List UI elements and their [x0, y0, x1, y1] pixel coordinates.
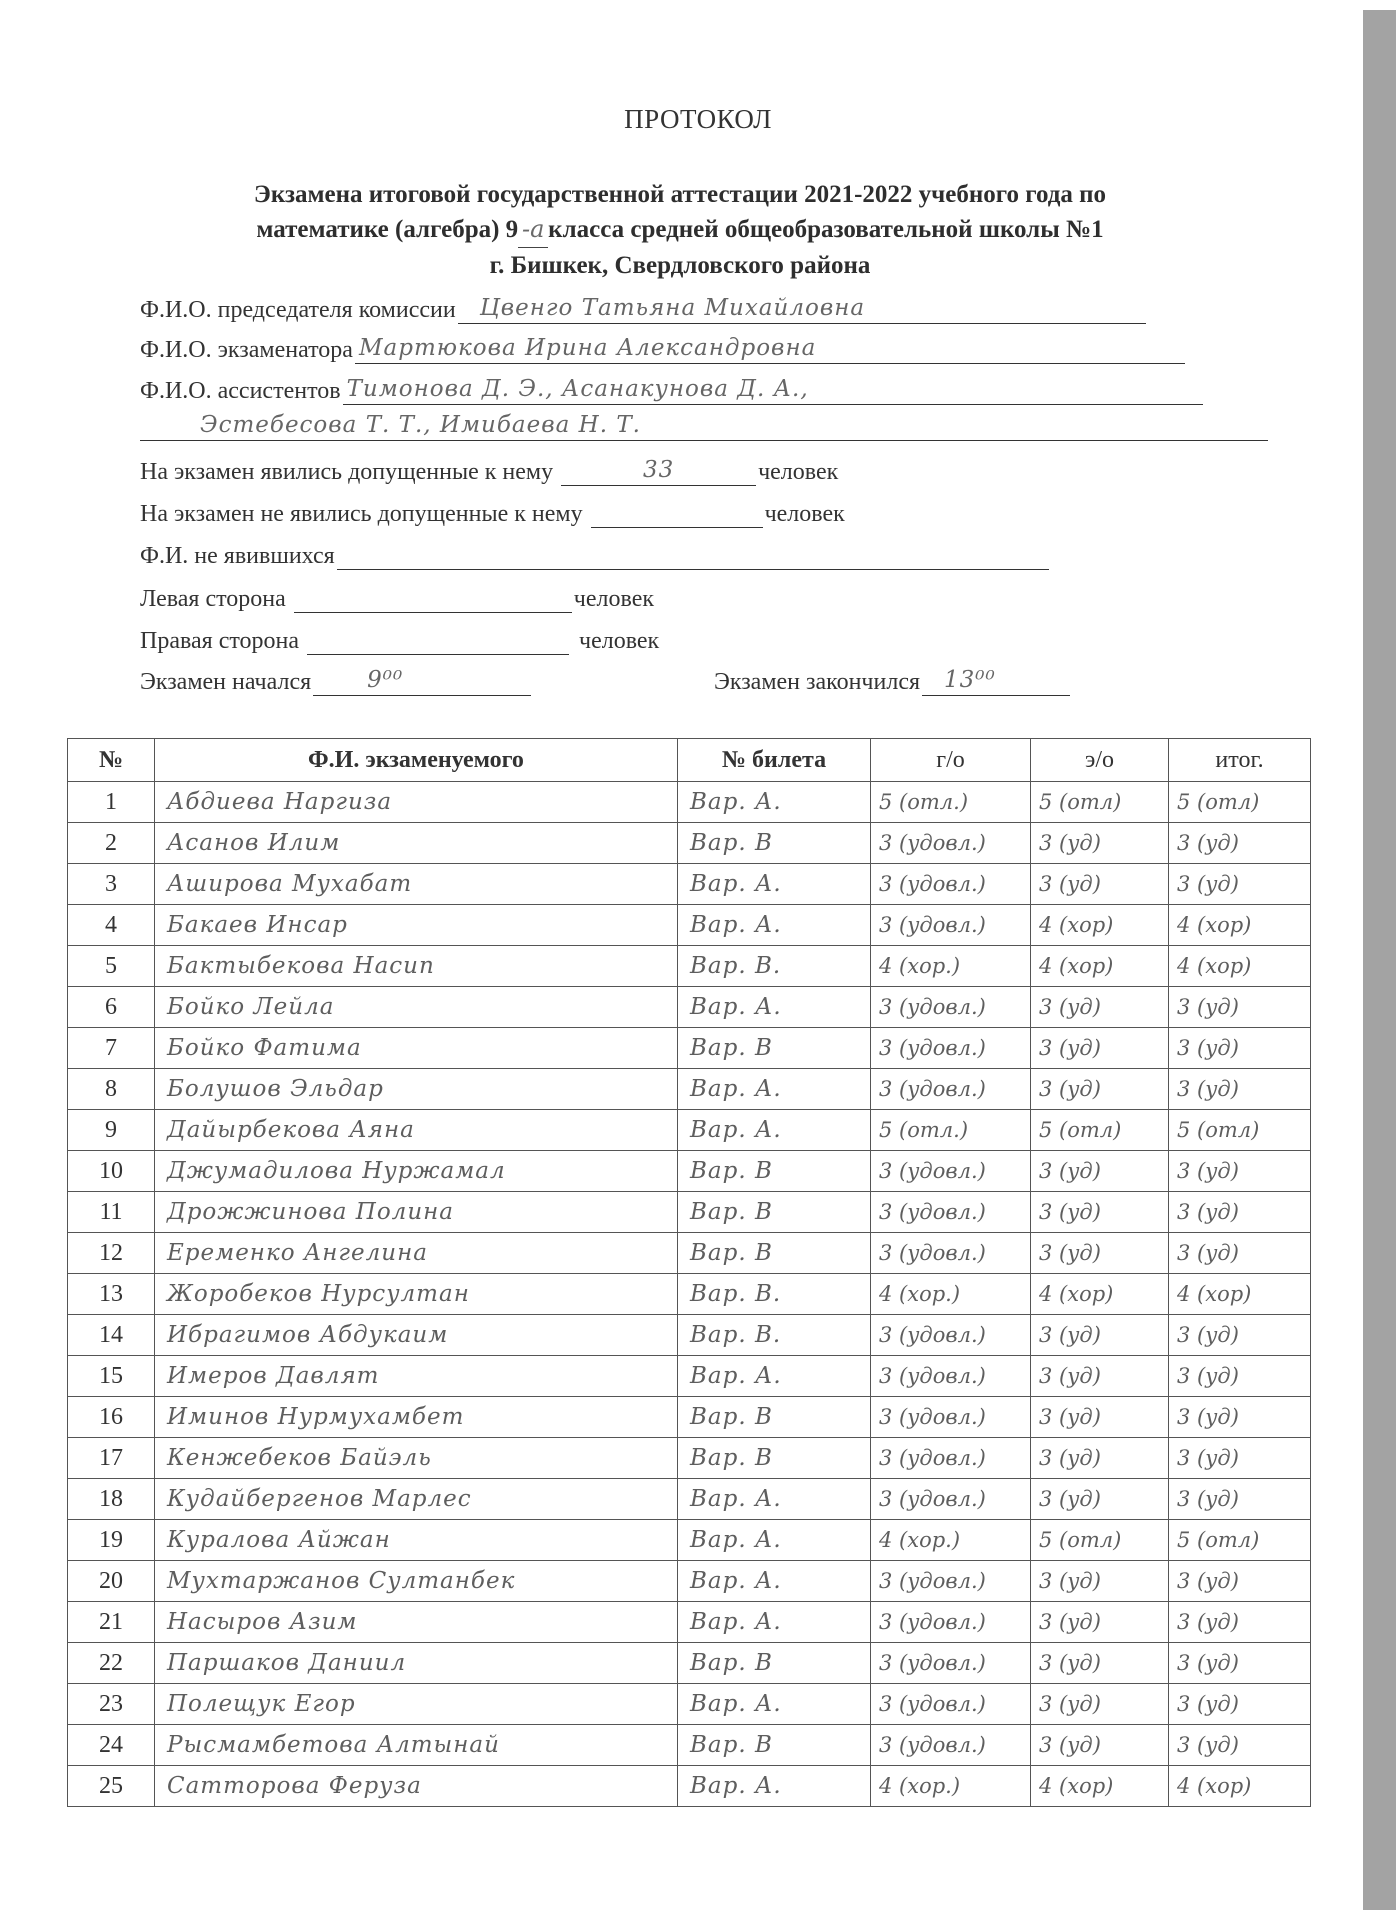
- row-number: 3: [68, 864, 155, 905]
- examiner-value: Мартюкова Ирина Александровна: [358, 335, 817, 361]
- row-number: 23: [68, 1684, 155, 1725]
- grades-table: [67, 738, 1311, 1807]
- start-time-label: Экзамен начался: [140, 669, 312, 695]
- assistants-value-line-1: Тимонова Д. Э., Асанакунова Д. А.,: [346, 376, 809, 402]
- left-side-unit: человек: [573, 586, 654, 612]
- grade-eo: 5 (отл): [1031, 1110, 1169, 1151]
- left-side-blank: [294, 582, 572, 613]
- grade-go: 3 (удовл.): [871, 1315, 1031, 1356]
- student-name: Бойко Лейла: [155, 987, 678, 1028]
- row-number: 10: [68, 1151, 155, 1192]
- grade-go: 3 (удовл.): [871, 1725, 1031, 1766]
- row-number: 24: [68, 1725, 155, 1766]
- header-go: г/о: [871, 739, 1031, 782]
- grade-final: 3 (уд): [1169, 1684, 1311, 1725]
- grade-go: 3 (удовл.): [871, 987, 1031, 1028]
- grade-go: 3 (удовл.): [871, 1643, 1031, 1684]
- ticket-variant: Вар. А.: [678, 864, 871, 905]
- chair-field: [140, 293, 1148, 324]
- right-side-blank: [307, 624, 569, 655]
- ticket-variant: Вар. А.: [678, 1110, 871, 1151]
- row-number: 11: [68, 1192, 155, 1233]
- grade-eo: 3 (уд): [1031, 1151, 1169, 1192]
- subtitle-line-1: Экзамена итоговой государственной аттестации 2021-2022 учебного года по: [253, 181, 1107, 208]
- student-name: Джумадилова Нуржамал: [155, 1151, 678, 1192]
- start-time-field: [140, 665, 533, 696]
- ticket-variant: Вар. В: [678, 823, 871, 864]
- left-side-label: Левая сторона: [140, 586, 286, 612]
- table-row: [68, 1356, 1311, 1397]
- scan-edge-strip: [1363, 10, 1396, 1910]
- subtitle-line-2: [120, 212, 1240, 248]
- ticket-variant: Вар. А.: [678, 987, 871, 1028]
- grade-eo: 3 (уд): [1031, 1233, 1169, 1274]
- ticket-variant: Вар. А.: [678, 1766, 871, 1807]
- row-number: 1: [68, 782, 155, 823]
- grade-final: 3 (уд): [1169, 1233, 1311, 1274]
- grade-go: 3 (удовл.): [871, 1192, 1031, 1233]
- grade-final: 3 (уд): [1169, 1151, 1311, 1192]
- table-header-row: [68, 739, 1311, 782]
- student-name: Насыров Азим: [155, 1602, 678, 1643]
- table-row: [68, 1725, 1311, 1766]
- grade-eo: 3 (уд): [1031, 1438, 1169, 1479]
- document-subtitle: [120, 177, 1240, 283]
- right-side-field: [140, 624, 659, 655]
- assistants-value-line-2: Эстебесова Т. Т., Имибаева Н. Т.: [200, 412, 641, 438]
- student-name: Имеров Давлят: [155, 1356, 678, 1397]
- grade-eo: 3 (уд): [1031, 1561, 1169, 1602]
- grade-go: 3 (удовл.): [871, 823, 1031, 864]
- absent-names-field: [140, 539, 1051, 570]
- student-name: Кудайбергенов Марлес: [155, 1479, 678, 1520]
- grade-go: 4 (хор.): [871, 946, 1031, 987]
- right-side-label: Правая сторона: [140, 628, 300, 654]
- table-row: [68, 782, 1311, 823]
- grade-eo: 4 (хор): [1031, 1766, 1169, 1807]
- row-number: 22: [68, 1643, 155, 1684]
- grade-go: 4 (хор.): [871, 1766, 1031, 1807]
- grade-final: 5 (отл): [1169, 782, 1311, 823]
- grade-go: 3 (удовл.): [871, 1602, 1031, 1643]
- table-row: [68, 1766, 1311, 1807]
- grade-final: 3 (уд): [1169, 1643, 1311, 1684]
- grade-eo: 3 (уд): [1031, 1479, 1169, 1520]
- row-number: 4: [68, 905, 155, 946]
- row-number: 12: [68, 1233, 155, 1274]
- student-name: Сатторова Феруза: [155, 1766, 678, 1807]
- grades-table-body: [68, 782, 1311, 1807]
- grade-go: 4 (хор.): [871, 1274, 1031, 1315]
- attended-label: На экзамен явились допущенные к нему: [140, 459, 554, 485]
- grade-eo: 4 (хор): [1031, 1274, 1169, 1315]
- start-time-blank: [313, 665, 531, 696]
- end-time-field: [714, 665, 1072, 696]
- examiner-label: Ф.И.О. экзаменатора: [140, 337, 353, 363]
- absent-names-label: Ф.И. не явившихся: [140, 543, 335, 569]
- ticket-variant: Вар. А.: [678, 905, 871, 946]
- grade-final: 3 (уд): [1169, 1397, 1311, 1438]
- ticket-variant: Вар. В.: [678, 1315, 871, 1356]
- grade-go: 3 (удовл.): [871, 1069, 1031, 1110]
- grade-eo: 3 (уд): [1031, 1356, 1169, 1397]
- table-row: [68, 864, 1311, 905]
- grade-final: 3 (уд): [1169, 1725, 1311, 1766]
- table-row: [68, 1438, 1311, 1479]
- student-name: Полещук Егор: [155, 1684, 678, 1725]
- student-name: Дрожжинова Полина: [155, 1192, 678, 1233]
- assistants-blank: [343, 374, 1203, 405]
- absent-label: На экзамен не явились допущенные к нему: [140, 501, 583, 527]
- table-row: [68, 1643, 1311, 1684]
- ticket-variant: Вар. В: [678, 1438, 871, 1479]
- grade-eo: 3 (уд): [1031, 1069, 1169, 1110]
- grade-final: 3 (уд): [1169, 1315, 1311, 1356]
- row-number: 15: [68, 1356, 155, 1397]
- header-student-name: Ф.И. экзаменуемого: [155, 739, 678, 782]
- student-name: Иминов Нурмухамбет: [155, 1397, 678, 1438]
- student-name: Ибрагимов Абдукаим: [155, 1315, 678, 1356]
- grade-final: 3 (уд): [1169, 1192, 1311, 1233]
- attended-unit: человек: [758, 459, 839, 485]
- grade-eo: 3 (уд): [1031, 1397, 1169, 1438]
- grade-go: 3 (удовл.): [871, 1684, 1031, 1725]
- attended-value: 33: [642, 457, 675, 483]
- table-row: [68, 946, 1311, 987]
- grade-go: 3 (удовл.): [871, 1233, 1031, 1274]
- subtitle-line-3: г. Бишкек, Свердловского района: [489, 252, 871, 279]
- table-row: [68, 1315, 1311, 1356]
- student-name: Паршаков Даниил: [155, 1643, 678, 1684]
- student-name: Асанов Илим: [155, 823, 678, 864]
- row-number: 6: [68, 987, 155, 1028]
- grade-final: 3 (уд): [1169, 987, 1311, 1028]
- header-number: №: [68, 739, 155, 782]
- student-name: Рысмамбетова Алтынай: [155, 1725, 678, 1766]
- table-row: [68, 1520, 1311, 1561]
- row-number: 5: [68, 946, 155, 987]
- table-row: [68, 1397, 1311, 1438]
- assistants-blank-line-2: [140, 410, 1268, 441]
- row-number: 7: [68, 1028, 155, 1069]
- grade-final: 4 (хор): [1169, 946, 1311, 987]
- grade-go: 5 (отл.): [871, 1110, 1031, 1151]
- grade-final: 4 (хор): [1169, 1274, 1311, 1315]
- assistants-field: [140, 374, 1205, 405]
- ticket-variant: Вар. В: [678, 1151, 871, 1192]
- table-row: [68, 1110, 1311, 1151]
- row-number: 25: [68, 1766, 155, 1807]
- student-name: Жоробеков Нурсултан: [155, 1274, 678, 1315]
- grade-final: 5 (отл): [1169, 1520, 1311, 1561]
- examiner-field: [140, 333, 1187, 364]
- ticket-variant: Вар. А.: [678, 1684, 871, 1725]
- student-name: Бакаев Инсар: [155, 905, 678, 946]
- grade-go: 3 (удовл.): [871, 1479, 1031, 1520]
- row-number: 17: [68, 1438, 155, 1479]
- table-row: [68, 1233, 1311, 1274]
- grade-eo: 4 (хор): [1031, 946, 1169, 987]
- grade-go: 3 (удовл.): [871, 1397, 1031, 1438]
- student-name: Болушов Эльдар: [155, 1069, 678, 1110]
- grade-final: 3 (уд): [1169, 823, 1311, 864]
- table-row: [68, 1192, 1311, 1233]
- grade-eo: 3 (уд): [1031, 1602, 1169, 1643]
- row-number: 18: [68, 1479, 155, 1520]
- student-name: Мухтаржанов Султанбек: [155, 1561, 678, 1602]
- end-time-value: 13⁰⁰: [944, 667, 996, 693]
- attended-blank: [561, 455, 756, 486]
- row-number: 16: [68, 1397, 155, 1438]
- row-number: 20: [68, 1561, 155, 1602]
- table-row: [68, 1602, 1311, 1643]
- header-eo: э/о: [1031, 739, 1169, 782]
- grade-eo: 3 (уд): [1031, 1192, 1169, 1233]
- absent-names-blank: [337, 539, 1049, 570]
- ticket-variant: Вар. А.: [678, 1356, 871, 1397]
- document-title: ПРОТОКОЛ: [624, 104, 772, 134]
- end-time-blank: [922, 665, 1070, 696]
- student-name: Куралова Айжан: [155, 1520, 678, 1561]
- ticket-variant: Вар. В: [678, 1028, 871, 1069]
- grade-final: 3 (уд): [1169, 1028, 1311, 1069]
- table-row: [68, 1274, 1311, 1315]
- table-row: [68, 1561, 1311, 1602]
- grade-go: 3 (удовл.): [871, 1561, 1031, 1602]
- table-row: [68, 1069, 1311, 1110]
- row-number: 13: [68, 1274, 155, 1315]
- ticket-variant: Вар. А.: [678, 1479, 871, 1520]
- header-ticket-number: № билета: [678, 739, 871, 782]
- right-side-unit: человек: [579, 628, 660, 654]
- end-time-label: Экзамен закончился: [714, 669, 921, 695]
- grade-go: 3 (удовл.): [871, 1028, 1031, 1069]
- ticket-variant: Вар. В: [678, 1725, 871, 1766]
- row-number: 21: [68, 1602, 155, 1643]
- student-name: Аширова Мухабат: [155, 864, 678, 905]
- grade-eo: 3 (уд): [1031, 1684, 1169, 1725]
- row-number: 14: [68, 1315, 155, 1356]
- ticket-variant: Вар. А.: [678, 1561, 871, 1602]
- ticket-variant: Вар. В: [678, 1643, 871, 1684]
- grade-go: 3 (удовл.): [871, 1151, 1031, 1192]
- subtitle-line-2-post: класса средней общеобразовательной школы №1: [548, 216, 1104, 243]
- row-number: 8: [68, 1069, 155, 1110]
- grade-final: 3 (уд): [1169, 1438, 1311, 1479]
- attended-field: [140, 455, 838, 486]
- grade-eo: 3 (уд): [1031, 1315, 1169, 1356]
- grade-go: 4 (хор.): [871, 1520, 1031, 1561]
- table-row: [68, 1684, 1311, 1725]
- grade-eo: 3 (уд): [1031, 1028, 1169, 1069]
- ticket-variant: Вар. В.: [678, 1274, 871, 1315]
- table-row: [68, 823, 1311, 864]
- row-number: 2: [68, 823, 155, 864]
- grade-eo: 5 (отл): [1031, 1520, 1169, 1561]
- table-row: [68, 1028, 1311, 1069]
- subtitle-line-2-pre: математике (алгебра) 9: [256, 216, 519, 243]
- grade-eo: 4 (хор): [1031, 905, 1169, 946]
- grade-final: 3 (уд): [1169, 1479, 1311, 1520]
- ticket-variant: Вар. А.: [678, 782, 871, 823]
- grade-final: 3 (уд): [1169, 1602, 1311, 1643]
- student-name: Абдиева Наргиза: [155, 782, 678, 823]
- grade-go: 3 (удовл.): [871, 905, 1031, 946]
- header-final: итог.: [1169, 739, 1311, 782]
- ticket-variant: Вар. В: [678, 1233, 871, 1274]
- absent-unit: человек: [764, 501, 845, 527]
- absent-field: [140, 497, 845, 528]
- grade-eo: 3 (уд): [1031, 823, 1169, 864]
- grade-go: 5 (отл.): [871, 782, 1031, 823]
- grade-go: 3 (удовл.): [871, 864, 1031, 905]
- table-row: [68, 905, 1311, 946]
- student-name: Дайырбекова Аяна: [155, 1110, 678, 1151]
- chair-label: Ф.И.О. председателя комиссии: [140, 297, 456, 323]
- grade-eo: 3 (уд): [1031, 864, 1169, 905]
- table-row: [68, 1151, 1311, 1192]
- ticket-variant: Вар. А.: [678, 1602, 871, 1643]
- chair-blank: [458, 293, 1146, 324]
- start-time-value: 9⁰⁰: [367, 667, 404, 693]
- grade-go: 3 (удовл.): [871, 1438, 1031, 1479]
- assistants-label: Ф.И.О. ассистентов: [140, 378, 341, 404]
- absent-blank: [591, 497, 763, 528]
- ticket-variant: Вар. В: [678, 1192, 871, 1233]
- left-side-field: [140, 582, 654, 613]
- grade-eo: 3 (уд): [1031, 1725, 1169, 1766]
- grade-eo: 3 (уд): [1031, 987, 1169, 1028]
- chair-value: Цвенго Татьяна Михайловна: [479, 295, 866, 321]
- grade-final: 4 (хор): [1169, 1766, 1311, 1807]
- grade-go: 3 (удовл.): [871, 1356, 1031, 1397]
- student-name: Еременко Ангелина: [155, 1233, 678, 1274]
- grade-eo: 5 (отл): [1031, 782, 1169, 823]
- grade-final: 3 (уд): [1169, 864, 1311, 905]
- grade-final: 4 (хор): [1169, 905, 1311, 946]
- grade-final: 3 (уд): [1169, 1356, 1311, 1397]
- grade-final: 5 (отл): [1169, 1110, 1311, 1151]
- grade-eo: 3 (уд): [1031, 1643, 1169, 1684]
- table-row: [68, 987, 1311, 1028]
- examiner-blank: [355, 333, 1185, 364]
- table-row: [68, 1479, 1311, 1520]
- ticket-variant: Вар. А.: [678, 1069, 871, 1110]
- ticket-variant: Вар. В.: [678, 946, 871, 987]
- ticket-variant: Вар. А.: [678, 1520, 871, 1561]
- grade-final: 3 (уд): [1169, 1069, 1311, 1110]
- class-letter-handwritten: -а: [518, 212, 548, 248]
- grade-final: 3 (уд): [1169, 1561, 1311, 1602]
- row-number: 9: [68, 1110, 155, 1151]
- row-number: 19: [68, 1520, 155, 1561]
- student-name: Бактыбекова Насип: [155, 946, 678, 987]
- student-name: Бойко Фатима: [155, 1028, 678, 1069]
- student-name: Кенжебеков Байэль: [155, 1438, 678, 1479]
- ticket-variant: Вар. В: [678, 1397, 871, 1438]
